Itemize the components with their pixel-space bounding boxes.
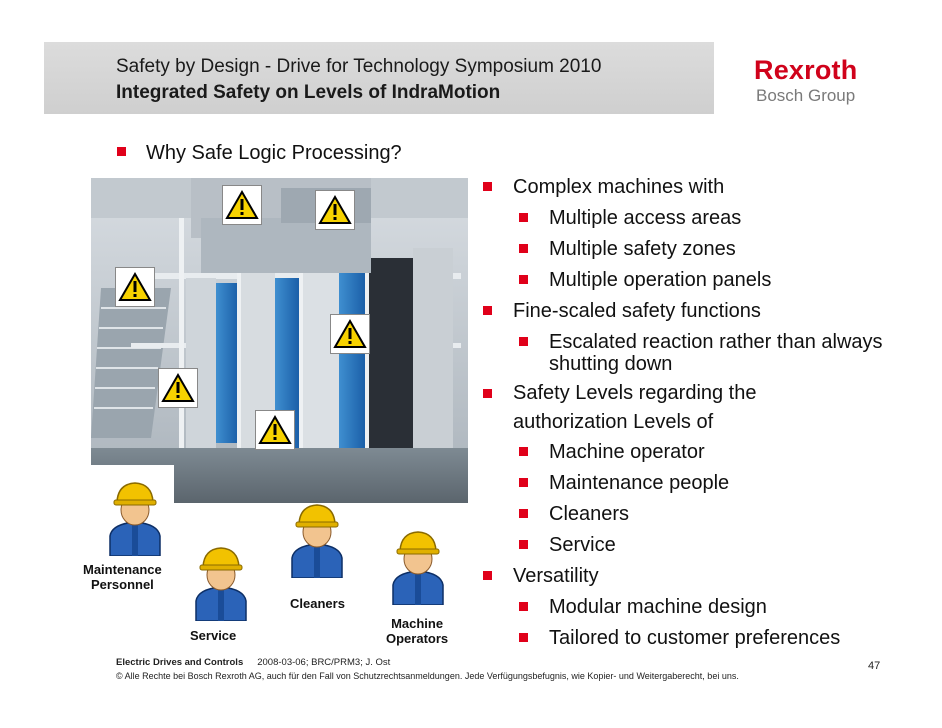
page-number: 47 bbox=[868, 660, 881, 672]
worker-hardhat-icon bbox=[288, 500, 346, 578]
warning-triangle-icon bbox=[330, 314, 370, 354]
bullet-icon bbox=[117, 147, 126, 156]
worker-label-service: Service bbox=[190, 628, 237, 643]
slide-title-line2: Integrated Safety on Levels of IndraMotion bbox=[116, 82, 501, 103]
section-heading-text: Why Safe Logic Processing? bbox=[146, 142, 402, 164]
footer-department: Electric Drives and Controls bbox=[116, 657, 244, 668]
warning-triangle-icon bbox=[255, 410, 295, 450]
list-item: Multiple access areas bbox=[483, 203, 903, 234]
warning-triangle-icon bbox=[315, 190, 355, 230]
list-item: Machine operator bbox=[483, 437, 903, 468]
warning-triangle-icon bbox=[158, 368, 198, 408]
footer-meta bbox=[116, 657, 390, 668]
list-item: Tailored to customer preferences bbox=[483, 623, 903, 654]
list-item: Multiple safety zones bbox=[483, 234, 903, 265]
list-item: Multiple operation panels bbox=[483, 265, 903, 296]
list-item: Service bbox=[483, 530, 903, 561]
bullet-list bbox=[483, 172, 903, 654]
footer-copyright: © Alle Rechte bei Bosch Rexroth AG, auch für den Fall von Schutzrechtsanmeldungen. Jede Verfügungsbefugnis, wie Kopier- und Weitergaberecht, bei uns. bbox=[116, 671, 739, 681]
bullet-icon bbox=[519, 602, 528, 611]
bullet-icon bbox=[519, 337, 528, 346]
rexroth-logo: Rexroth bbox=[754, 55, 858, 85]
bullet-icon bbox=[519, 447, 528, 456]
bullet-icon bbox=[483, 389, 492, 398]
list-item: Fine-scaled safety functions bbox=[483, 296, 903, 327]
list-item: Safety Levels regarding the authorization Levels of bbox=[483, 379, 903, 437]
warning-triangle-icon bbox=[222, 185, 262, 225]
bullet-icon bbox=[519, 275, 528, 284]
bullet-icon bbox=[519, 509, 528, 518]
warning-triangle-icon bbox=[115, 267, 155, 307]
worker-label-operators: Machine Operators bbox=[386, 616, 449, 646]
bullet-icon bbox=[483, 306, 492, 315]
bullet-icon bbox=[519, 478, 528, 487]
worker-label-cleaners: Cleaners bbox=[290, 596, 345, 611]
worker-hardhat-icon bbox=[192, 543, 250, 621]
bullet-icon bbox=[519, 540, 528, 549]
section-heading bbox=[117, 142, 402, 165]
list-item: Escalated reaction rather than always shutting down bbox=[483, 327, 903, 379]
bullet-icon bbox=[483, 571, 492, 580]
bullet-icon bbox=[519, 213, 528, 222]
printing-machine-photo bbox=[91, 178, 468, 503]
slide-title-line1: Safety by Design - Drive for Technology Symposium 2010 bbox=[116, 56, 602, 77]
list-item: Maintenance people bbox=[483, 468, 903, 499]
list-item: Complex machines with bbox=[483, 172, 903, 203]
bullet-icon bbox=[519, 244, 528, 253]
bosch-group-logo: Bosch Group bbox=[756, 86, 856, 105]
worker-label-maintenance: Maintenance Personnel bbox=[83, 562, 162, 592]
bullet-icon bbox=[519, 633, 528, 642]
worker-hardhat-icon bbox=[106, 478, 164, 556]
list-item: Modular machine design bbox=[483, 592, 903, 623]
bullet-icon bbox=[483, 182, 492, 191]
list-item: Versatility bbox=[483, 561, 903, 592]
footer-date-author: 2008-03-06; BRC/PRM3; J. Ost bbox=[257, 657, 391, 668]
list-item: Cleaners bbox=[483, 499, 903, 530]
worker-hardhat-icon bbox=[389, 527, 447, 605]
